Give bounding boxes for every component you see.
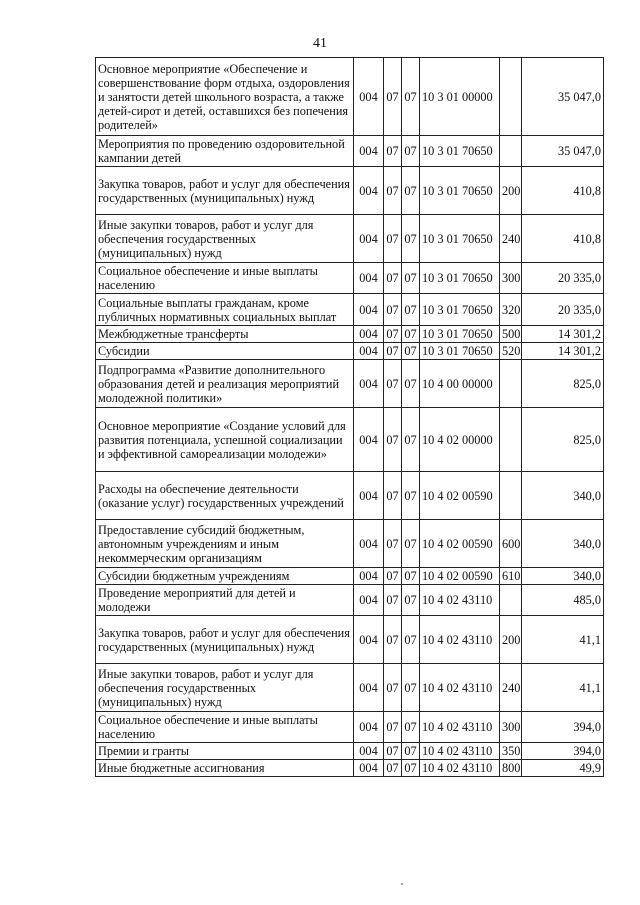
section-code-cell: 07 [384, 136, 402, 167]
expense-name-cell: Социальные выплаты гражданам, кроме публичных нормативных социальных выплат [96, 294, 354, 326]
expense-name-cell: Иные закупки товаров, работ и услуг для обеспечения государственных (муниципальных) нужд [96, 664, 354, 712]
target-article-cell: 10 3 01 70650 [420, 136, 500, 167]
expense-type-cell [500, 58, 522, 136]
expense-type-cell: 240 [500, 664, 522, 712]
table-row [96, 294, 604, 326]
target-article-cell: 10 3 01 70650 [420, 263, 500, 294]
expense-name-cell: Социальное обеспечение и иные выплаты населению [96, 263, 354, 294]
table-row [96, 408, 604, 472]
target-article-cell: 10 4 00 00000 [420, 360, 500, 408]
target-article-cell: 10 3 01 70650 [420, 294, 500, 326]
section-code-cell: 07 [384, 760, 402, 777]
expense-type-cell [500, 136, 522, 167]
expense-type-cell: 350 [500, 743, 522, 760]
amount-cell: 14 301,2 [522, 343, 604, 360]
amount-cell: 340,0 [522, 520, 604, 568]
table-row [96, 743, 604, 760]
subsection-code-cell: 07 [402, 343, 420, 360]
table-row [96, 215, 604, 263]
target-article-cell: 10 4 02 43110 [420, 585, 500, 616]
expense-name-cell: Субсидии бюджетным учреждениям [96, 568, 354, 585]
subsection-code-cell: 07 [402, 664, 420, 712]
target-article-cell: 10 3 01 00000 [420, 58, 500, 136]
ministry-code-cell: 004 [354, 616, 384, 664]
amount-cell: 35 047,0 [522, 58, 604, 136]
ministry-code-cell: 004 [354, 472, 384, 520]
amount-cell: 394,0 [522, 743, 604, 760]
target-article-cell: 10 4 02 43110 [420, 712, 500, 743]
expense-name-cell: Иные закупки товаров, работ и услуг для обеспечения государственных (муниципальных) нужд [96, 215, 354, 263]
table-row [96, 263, 604, 294]
expense-type-cell [500, 360, 522, 408]
amount-cell: 394,0 [522, 712, 604, 743]
expense-name-cell: Подпрограмма «Развитие дополнительного образования детей и реализация мероприятий молодежной политики» [96, 360, 354, 408]
target-article-cell: 10 4 02 00000 [420, 408, 500, 472]
table-row [96, 343, 604, 360]
expense-type-cell: 320 [500, 294, 522, 326]
budget-table [95, 57, 604, 777]
subsection-code-cell: 07 [402, 520, 420, 568]
table-row [96, 616, 604, 664]
ministry-code-cell: 004 [354, 326, 384, 343]
table-row [96, 664, 604, 712]
subsection-code-cell: 07 [402, 58, 420, 136]
expense-type-cell [500, 585, 522, 616]
section-code-cell: 07 [384, 263, 402, 294]
amount-cell: 485,0 [522, 585, 604, 616]
table-row [96, 167, 604, 215]
expense-type-cell: 500 [500, 326, 522, 343]
expense-type-cell: 610 [500, 568, 522, 585]
table-row [96, 568, 604, 585]
ministry-code-cell: 004 [354, 568, 384, 585]
target-article-cell: 10 4 02 00590 [420, 568, 500, 585]
ministry-code-cell: 004 [354, 760, 384, 777]
expense-name-cell: Основное мероприятие «Обеспечение и совершенствование форм отдыха, оздоровления и занятости детей школьного возраста, а также детей-сирот и детей, оставшихся без попечения родителей» [96, 58, 354, 136]
ministry-code-cell: 004 [354, 664, 384, 712]
section-code-cell: 07 [384, 58, 402, 136]
table-row [96, 58, 604, 136]
ministry-code-cell: 004 [354, 520, 384, 568]
ministry-code-cell: 004 [354, 343, 384, 360]
subsection-code-cell: 07 [402, 294, 420, 326]
expense-name-cell: Закупка товаров, работ и услуг для обеспечения государственных (муниципальных) нужд [96, 167, 354, 215]
target-article-cell: 10 4 02 43110 [420, 743, 500, 760]
section-code-cell: 07 [384, 616, 402, 664]
subsection-code-cell: 07 [402, 472, 420, 520]
amount-cell: 825,0 [522, 360, 604, 408]
section-code-cell: 07 [384, 712, 402, 743]
subsection-code-cell: 07 [402, 360, 420, 408]
section-code-cell: 07 [384, 743, 402, 760]
expense-type-cell: 300 [500, 263, 522, 294]
expense-type-cell [500, 472, 522, 520]
amount-cell: 41,1 [522, 664, 604, 712]
expense-type-cell: 520 [500, 343, 522, 360]
page-number: 41 [313, 36, 327, 51]
ministry-code-cell: 004 [354, 58, 384, 136]
target-article-cell: 10 4 02 43110 [420, 616, 500, 664]
ministry-code-cell: 004 [354, 585, 384, 616]
amount-cell: 825,0 [522, 408, 604, 472]
subsection-code-cell: 07 [402, 585, 420, 616]
ministry-code-cell: 004 [354, 294, 384, 326]
expense-type-cell: 240 [500, 215, 522, 263]
table-row [96, 520, 604, 568]
section-code-cell: 07 [384, 360, 402, 408]
amount-cell: 35 047,0 [522, 136, 604, 167]
expense-name-cell: Проведение мероприятий для детей и молодежи [96, 585, 354, 616]
target-article-cell: 10 4 02 00590 [420, 520, 500, 568]
subsection-code-cell: 07 [402, 408, 420, 472]
expense-name-cell: Субсидии [96, 343, 354, 360]
ministry-code-cell: 004 [354, 360, 384, 408]
scan-speck [401, 883, 403, 885]
expense-name-cell: Расходы на обеспечение деятельности (оказание услуг) государственных учреждений [96, 472, 354, 520]
subsection-code-cell: 07 [402, 712, 420, 743]
table-row [96, 472, 604, 520]
expense-type-cell: 800 [500, 760, 522, 777]
expense-name-cell: Премии и гранты [96, 743, 354, 760]
subsection-code-cell: 07 [402, 167, 420, 215]
table-row [96, 712, 604, 743]
expense-name-cell: Предоставление субсидий бюджетным, автономным учреждениям и иным некоммерческим организациям [96, 520, 354, 568]
section-code-cell: 07 [384, 294, 402, 326]
subsection-code-cell: 07 [402, 136, 420, 167]
expense-type-cell: 200 [500, 167, 522, 215]
subsection-code-cell: 07 [402, 326, 420, 343]
section-code-cell: 07 [384, 408, 402, 472]
subsection-code-cell: 07 [402, 568, 420, 585]
ministry-code-cell: 004 [354, 712, 384, 743]
expense-name-cell: Закупка товаров, работ и услуг для обеспечения государственных (муниципальных) нужд [96, 616, 354, 664]
table-row [96, 360, 604, 408]
expense-name-cell: Мероприятия по проведению оздоровительной кампании детей [96, 136, 354, 167]
subsection-code-cell: 07 [402, 263, 420, 294]
table-row [96, 326, 604, 343]
target-article-cell: 10 3 01 70650 [420, 215, 500, 263]
section-code-cell: 07 [384, 326, 402, 343]
expense-type-cell: 300 [500, 712, 522, 743]
ministry-code-cell: 004 [354, 263, 384, 294]
section-code-cell: 07 [384, 343, 402, 360]
subsection-code-cell: 07 [402, 743, 420, 760]
expense-type-cell [500, 408, 522, 472]
amount-cell: 410,8 [522, 215, 604, 263]
ministry-code-cell: 004 [354, 215, 384, 263]
expense-name-cell: Межбюджетные трансферты [96, 326, 354, 343]
section-code-cell: 07 [384, 585, 402, 616]
amount-cell: 41,1 [522, 616, 604, 664]
amount-cell: 14 301,2 [522, 326, 604, 343]
table-row [96, 585, 604, 616]
target-article-cell: 10 3 01 70650 [420, 167, 500, 215]
section-code-cell: 07 [384, 520, 402, 568]
amount-cell: 20 335,0 [522, 263, 604, 294]
section-code-cell: 07 [384, 664, 402, 712]
expense-name-cell: Иные бюджетные ассигнования [96, 760, 354, 777]
target-article-cell: 10 4 02 43110 [420, 760, 500, 777]
expense-type-cell: 600 [500, 520, 522, 568]
target-article-cell: 10 4 02 00590 [420, 472, 500, 520]
subsection-code-cell: 07 [402, 215, 420, 263]
section-code-cell: 07 [384, 167, 402, 215]
target-article-cell: 10 4 02 43110 [420, 664, 500, 712]
subsection-code-cell: 07 [402, 616, 420, 664]
section-code-cell: 07 [384, 472, 402, 520]
subsection-code-cell: 07 [402, 760, 420, 777]
ministry-code-cell: 004 [354, 136, 384, 167]
expense-name-cell: Социальное обеспечение и иные выплаты населению [96, 712, 354, 743]
amount-cell: 340,0 [522, 568, 604, 585]
table-row [96, 136, 604, 167]
amount-cell: 410,8 [522, 167, 604, 215]
ministry-code-cell: 004 [354, 167, 384, 215]
expense-name-cell: Основное мероприятие «Создание условий для развития потенциала, успешной социализации и эффективной самореализации молодежи» [96, 408, 354, 472]
table-row [96, 760, 604, 777]
budget-table-body [96, 58, 604, 777]
amount-cell: 49,9 [522, 760, 604, 777]
target-article-cell: 10 3 01 70650 [420, 343, 500, 360]
ministry-code-cell: 004 [354, 408, 384, 472]
section-code-cell: 07 [384, 568, 402, 585]
target-article-cell: 10 3 01 70650 [420, 326, 500, 343]
section-code-cell: 07 [384, 215, 402, 263]
amount-cell: 20 335,0 [522, 294, 604, 326]
amount-cell: 340,0 [522, 472, 604, 520]
expense-type-cell: 200 [500, 616, 522, 664]
ministry-code-cell: 004 [354, 743, 384, 760]
